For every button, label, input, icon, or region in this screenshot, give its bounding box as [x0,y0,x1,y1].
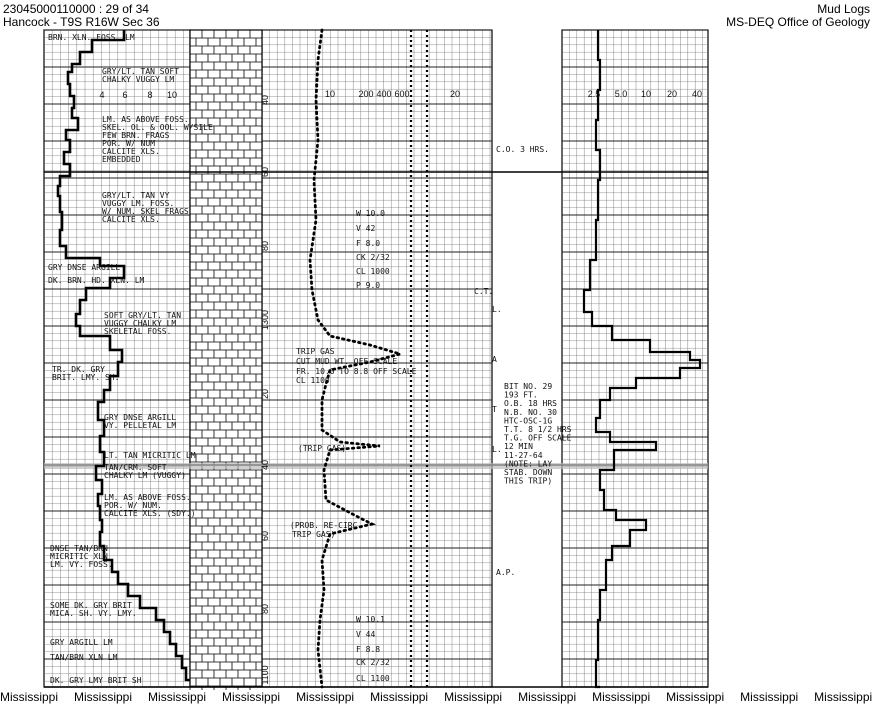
record-number: 23045000110000 : 29 of 34 [3,2,149,16]
lithology-note: LM. AS ABOVE FOSS. [104,493,191,502]
lithology-note: DNSE TAN/BRN [50,544,108,553]
lithology-note: CALCITE XLS. (SDY.) [104,509,196,518]
lithology-note: DK. BRN. HD. XLN. LM [48,276,145,285]
depth-label: 60 [260,166,270,178]
lithology-note: CALCITE XLS. [102,147,160,156]
rate-scale-label: 4 [99,90,105,100]
lithology-note: GRY ARGILL LM [50,638,113,647]
bit-record-line: 11-27-64 [504,450,543,460]
lithology-note: VUGGY LM. FOSS. [102,199,175,208]
gas-scale-label: 600 [394,89,410,99]
gas-note: CUT MUD WT. OFF SCALE [296,357,398,366]
footer-watermark-word: Mississippi [740,690,799,704]
event-marker: C.O. 3 HRS. [496,145,549,154]
agency-name: MS-DEQ Office of Geology [726,15,870,29]
gas-note: TRIP GAS) [292,530,336,539]
depth-label: 40 [260,459,270,471]
track-border [562,30,708,687]
mud-property: F 8.8 [356,645,381,654]
lithology-note: GRY DNSE ARGILL [48,263,121,272]
event-marker: L. [492,445,502,454]
footer-watermark-word: Mississippi [222,690,281,704]
footer-watermark-word: Mississippi [814,690,873,704]
footer-watermark-word: Mississippi [444,690,503,704]
chromatograph-scale-label: 40 [691,89,703,99]
lithology-note: CALCITE XLS. [102,215,160,224]
lithology-note: CHALKY LM (VUGGY) [104,471,186,480]
gas-scale-label: 20 [449,89,461,99]
lithology-note: BRIT. LMY. SH. [52,373,120,382]
event-marker: T [492,405,497,414]
mud-property: CK 2/32 [356,253,390,262]
gas-note: TRIP GAS [296,347,335,356]
event-marker: A [492,355,497,364]
bit-record-line: O.B. 18 HRS [504,399,557,409]
lithology-note: TAN/CRM. SOFT [104,463,167,472]
mud-property: CK 2/32 [356,658,390,667]
depth-label: 1300 [260,309,270,331]
document-type: Mud Logs [817,2,870,16]
well-location: Hancock - T9S R16W Sec 36 [3,15,160,29]
footer-watermark [0,690,878,705]
lithology-note: LM. AS ABOVE FOSS. [102,115,189,124]
bit-record-line: 193 FT. [504,390,538,400]
event-marker: C.T. [474,287,494,296]
depth-label: 40 [260,94,270,106]
gas-note: (PROB. RE-CIRC. [290,521,363,530]
lithology-note: SOME DK. GRY BRIT [50,601,132,610]
lithology-note: EMBEDDED [102,155,141,164]
chromatograph-scale-label: 20 [666,89,678,99]
lithology-note: CHALKY VUGGY LM [102,75,175,84]
gas-scale-label: 10 [324,89,336,99]
depth-label: 20 [260,388,270,400]
lithology-note: W/ NUM. SKEL FRAGS [102,207,189,216]
chromatograph-curve [584,30,703,687]
bit-record-line: T.G. OFF SCALE [504,433,572,443]
lithology-note: DK. GRY LMY BRIT SH [50,676,142,685]
gas-note: CL 1100 [296,376,330,385]
lithology-note: MICRITIC XLN [50,552,108,561]
lithology-note: VY. PELLETAL LM [104,421,177,430]
event-marker: L. [492,305,502,314]
chromatograph-scale-label: 2.5 [587,89,601,99]
lithology-note: LM. VY. FOSS. [50,560,113,569]
track-grid [562,30,708,687]
lithology-note: VUGGY CHALKY LM [104,319,177,328]
mud-property: P 9.0 [356,281,381,290]
rate-scale-label: 8 [147,90,153,100]
depth-label: 80 [260,603,270,615]
log-labels [48,33,702,685]
lithology-note: MICA. SH. VY. LMY. [50,609,137,618]
gas-scale-label: 400 [376,89,392,99]
lithology-note: TR. DK. GRY [52,365,105,374]
bit-record-line: BIT NO. 29 [504,382,553,391]
gas-note: FR. 10.0 TO 8.8 OFF SCALE [296,367,417,376]
lithology-note: LT. TAN MICRITIC LM [104,451,196,460]
footer-watermark-word: Mississippi [518,690,577,704]
lithology-note: GRY DNSE ARGILL [104,413,177,422]
lithology-note: GRY/LT. TAN VY [102,191,170,200]
mud-property: W 10.0 [356,209,385,218]
footer-watermark-word: Mississippi [592,690,651,704]
mud-property: W 10.1 [356,615,385,624]
lithology-note: TAN/BRN XLN LM [50,653,118,662]
mud-property: F 8.0 [356,239,381,248]
bit-record-line: (NOTE: LAY [504,459,553,469]
bit-record-line: HTC-OSC-1G [504,416,553,426]
bit-record-line: THIS TRIP) [504,476,553,486]
footer-watermark-word: Mississippi [148,690,207,704]
rate-scale-label: 10 [166,90,178,100]
mud-property: CL 1100 [356,674,390,683]
depth-label: 60 [260,530,270,542]
bit-record-line: STAB. DOWN [504,468,553,477]
footer-watermark-word: Mississippi [296,690,355,704]
lithology-note: POR. W/ NUM. [104,501,162,510]
depth-label: 80 [260,240,270,252]
rate-scale-label: 6 [122,90,128,100]
lithology-note: BRN. XLN. FOSS. LM [48,33,135,42]
gas-note: (TRIP GAS) [298,444,347,453]
mud-property: V 42 [356,224,376,233]
mud-property: V 44 [356,630,376,639]
lithology-note: SOFT GRY/LT. TAN [104,311,182,320]
lithology-note: SKEL. OL. & OOL. W/SILE [102,123,213,132]
lithology-note: FEW BRN. FRAGS [102,131,170,140]
depth-label: 1100 [260,665,270,685]
gas-scale-label: 200 [358,89,374,99]
chromatograph-scale-label: 10 [640,89,652,99]
footer-watermark-word: Mississippi [74,690,133,704]
lithology-note: POR. W/ NUM [102,139,155,148]
chromatograph-scale-label: 5.0 [614,89,628,99]
footer-watermark-word: Mississippi [370,690,429,704]
bit-record-line: T.T. 8 1/2 HRS [504,425,572,434]
bit-record-line: 12 MIN [504,442,533,452]
lithology-note: SKELETAL FOSS. [104,327,172,336]
bit-record-line: N.B. NO. 30 [504,407,557,417]
footer-watermark-word: Mississippi [666,690,725,704]
event-marker: A.P. [496,568,516,577]
footer-watermark-word: Mississippi [0,690,59,704]
lithology-note: GRY/LT. TAN SOFT [102,67,180,76]
mud-property: CL 1000 [356,267,390,276]
